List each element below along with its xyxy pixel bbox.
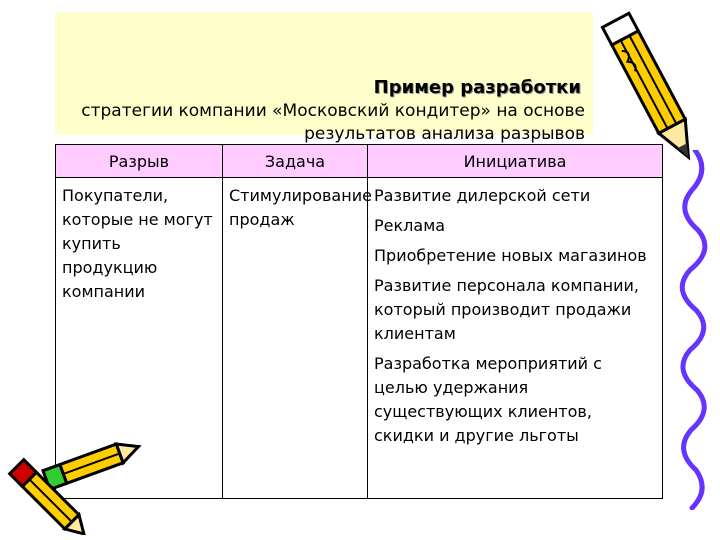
slide-subtitle: стратегии компании «Московский кондитер» на основе результатов анализа разрывов <box>81 101 585 144</box>
squiggle-decoration <box>670 150 720 510</box>
table-header-row <box>56 145 663 178</box>
header-task: Задача <box>223 145 368 178</box>
pencils-icon <box>0 430 150 535</box>
initiative-item: Приобретение новых магазинов <box>374 246 647 265</box>
initiative-item: Разработка мероприятий с целью удержания существующих клиентов, скидки и другие льготы <box>374 354 602 445</box>
initiative-item: Реклама <box>374 216 446 235</box>
cell-gap: Покупатели, которые не могут купить продукцию компании <box>56 178 223 499</box>
slide-title: Пример разработки <box>373 77 581 98</box>
title-box <box>55 12 593 144</box>
header-gap: Разрыв <box>56 145 223 178</box>
cell-initiatives <box>368 178 663 499</box>
initiative-item: Развитие дилерской сети <box>374 186 591 205</box>
header-initiative: Инициатива <box>368 145 663 178</box>
initiative-item: Развитие персонала компании, который производит продажи клиентам <box>374 276 639 343</box>
cell-task: Стимулирование продаж <box>223 178 368 499</box>
